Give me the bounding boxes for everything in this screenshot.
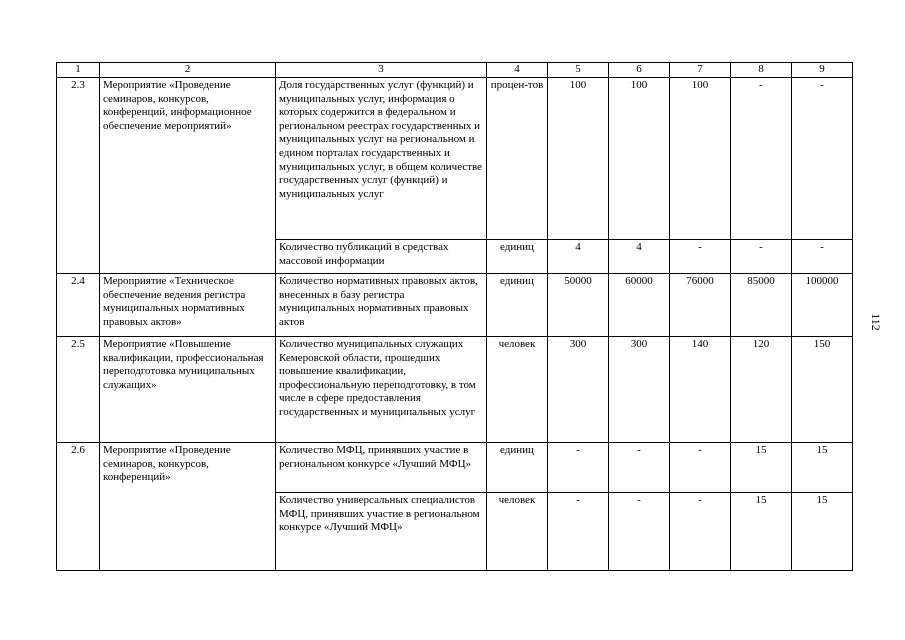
row-number: 2.5 — [57, 337, 100, 443]
value-cell: 150 — [792, 337, 853, 443]
indicator-name: Количество универсальных специалистов МФЦ, принявших участие в региональном конкурсе «Лучший МФЦ» — [276, 493, 487, 571]
value-cell: 100 — [548, 78, 609, 240]
page-number: 112 — [869, 313, 883, 331]
indicator-name: Количество муниципальных служащих Кемеровской области, прошедших повышение квалификации, профессиональную переподготовку, в том числе в сфере предоставления государственных и муниципальных услуг — [276, 337, 487, 443]
event-name: Мероприятие «Техническое обеспечение ведения регистра муниципальных нормативных правовых актов» — [100, 274, 276, 337]
unit: процен-тов — [487, 78, 548, 240]
value-cell: 120 — [731, 337, 792, 443]
value-cell: - — [792, 240, 853, 274]
event-name: Мероприятие «Повышение квалификации, профессиональная переподготовка муниципальных служащих» — [100, 337, 276, 443]
indicators-table — [56, 62, 853, 571]
value-cell: - — [609, 493, 670, 571]
column-number: 7 — [670, 63, 731, 78]
value-cell: 4 — [609, 240, 670, 274]
unit: единиц — [487, 240, 548, 274]
column-number: 4 — [487, 63, 548, 78]
table-row — [57, 78, 853, 240]
value-cell: 300 — [609, 337, 670, 443]
value-cell: - — [670, 240, 731, 274]
value-cell: 140 — [670, 337, 731, 443]
value-cell: - — [670, 493, 731, 571]
indicator-name: Доля государственных услуг (функций) и муниципальных услуг, информация о которых содержится в федеральном и региональном реестрах государственных и муниципальных услуг на региональном и едином порталах государственных и муниципальных услуг, в общем количестве государственных услуг (функций) и муниципальных услуг — [276, 78, 487, 240]
value-cell: - — [609, 443, 670, 493]
column-number: 2 — [100, 63, 276, 78]
value-cell: - — [548, 443, 609, 493]
column-number: 5 — [548, 63, 609, 78]
table-row — [57, 337, 853, 443]
column-number-row — [57, 63, 853, 78]
column-number: 9 — [792, 63, 853, 78]
column-number: 1 — [57, 63, 100, 78]
indicator-name: Количество нормативных правовых актов, внесенных в базу регистра муниципальных нормативных правовых актов — [276, 274, 487, 337]
indicator-name: Количество публикаций в средствах массовой информации — [276, 240, 487, 274]
value-cell: - — [670, 443, 731, 493]
value-cell: 100000 — [792, 274, 853, 337]
unit: человек — [487, 337, 548, 443]
unit: единиц — [487, 274, 548, 337]
row-number: 2.4 — [57, 274, 100, 337]
value-cell: 100 — [670, 78, 731, 240]
value-cell: 15 — [731, 443, 792, 493]
unit: единиц — [487, 443, 548, 493]
value-cell: - — [792, 78, 853, 240]
value-cell: 15 — [731, 493, 792, 571]
table-row — [57, 274, 853, 337]
value-cell: 300 — [548, 337, 609, 443]
value-cell: 15 — [792, 443, 853, 493]
unit: человек — [487, 493, 548, 571]
row-number: 2.6 — [57, 443, 100, 571]
event-name: Мероприятие «Проведение семинаров, конкурсов, конференций, информационное обеспечение мероприятий» — [100, 78, 276, 274]
value-cell: 100 — [609, 78, 670, 240]
column-number: 3 — [276, 63, 487, 78]
value-cell: - — [548, 493, 609, 571]
value-cell: 76000 — [670, 274, 731, 337]
value-cell: 4 — [548, 240, 609, 274]
column-number: 8 — [731, 63, 792, 78]
value-cell: - — [731, 240, 792, 274]
column-number: 6 — [609, 63, 670, 78]
event-name: Мероприятие «Проведение семинаров, конкурсов, конференций» — [100, 443, 276, 571]
value-cell: 50000 — [548, 274, 609, 337]
value-cell: 85000 — [731, 274, 792, 337]
value-cell: - — [731, 78, 792, 240]
table-row — [57, 443, 853, 493]
value-cell: 60000 — [609, 274, 670, 337]
indicator-name: Количество МФЦ, принявших участие в региональном конкурсе «Лучший МФЦ» — [276, 443, 487, 493]
value-cell: 15 — [792, 493, 853, 571]
row-number: 2.3 — [57, 78, 100, 274]
